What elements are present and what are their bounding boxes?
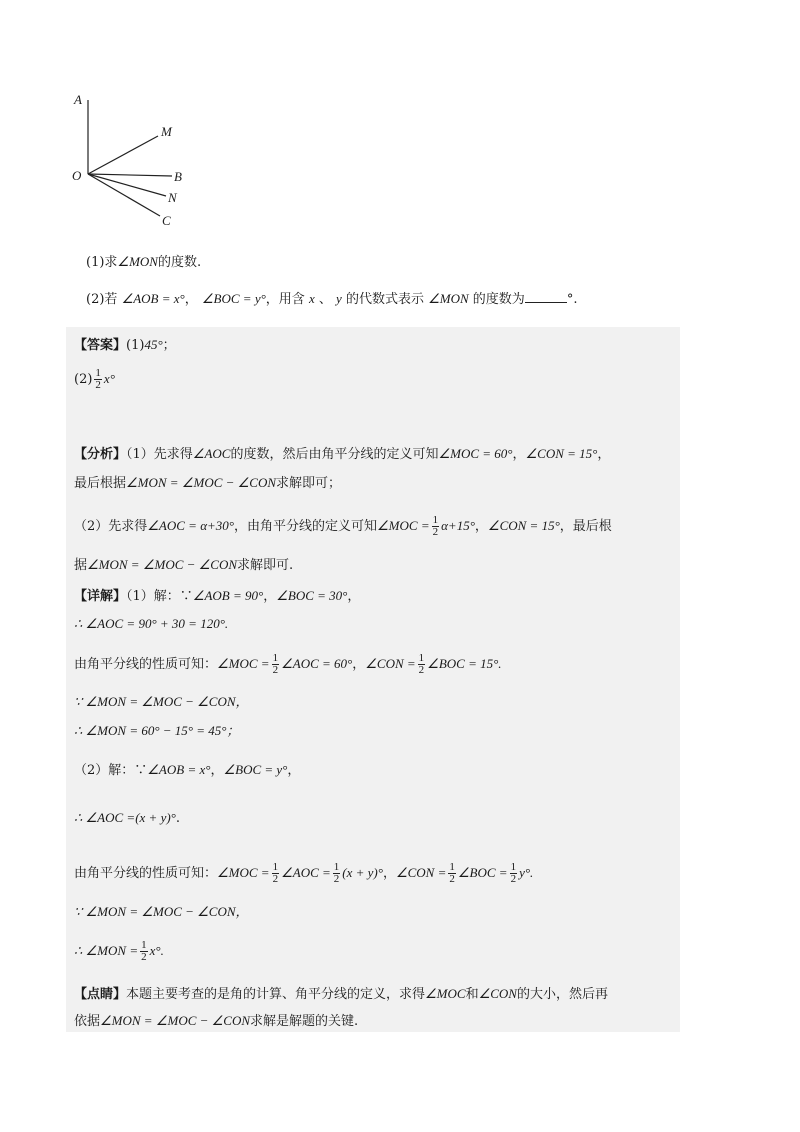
detail-line-7 — [74, 808, 180, 829]
analysis-tag: 【分析】 — [74, 447, 127, 462]
detail-tag: 【详解】 — [74, 589, 127, 604]
a1-prefix: (1) — [126, 338, 145, 353]
c2-text: 依据 — [74, 1014, 101, 1029]
d6-text: （2）解：∵ — [74, 763, 148, 778]
detail-line-5 — [74, 721, 239, 742]
an-l2-end: 求解即可； — [276, 476, 342, 491]
detail-line-1 — [74, 586, 360, 607]
d8-n1: 1 — [272, 861, 279, 873]
d8-d1: 2 — [272, 873, 279, 885]
c2-end: 求解是解题的关键. — [250, 1014, 359, 1029]
an-l3-den: 2 — [432, 526, 439, 538]
d3-text: 由角平分线的性质可知： — [74, 657, 218, 672]
d1-text: （1）解：∵ — [126, 589, 193, 604]
an-l3-con: ∠CON = 15° — [487, 518, 560, 533]
d8-aoc: ∠AOC = — [281, 865, 331, 880]
an-l2-text: 最后根据 — [74, 476, 127, 491]
a2-num: 1 — [95, 367, 101, 379]
a2-den: 2 — [95, 379, 101, 391]
comment-line-2 — [74, 1011, 358, 1032]
d10-end: x°. — [149, 943, 164, 958]
d8-text: 由角平分线的性质可知： — [74, 866, 218, 881]
q2-aob: ∠AOB = x° — [121, 291, 185, 306]
label-c: C — [162, 213, 171, 228]
label-b: B — [174, 169, 182, 184]
q2-dun: 、 — [318, 292, 332, 307]
c2-eq: ∠MON = ∠MOC − ∠CON — [100, 1013, 251, 1028]
d8-sep: ， — [382, 866, 396, 881]
angle-figure — [62, 92, 202, 237]
an-l1-end: ， — [597, 447, 611, 462]
a2-fraction — [94, 368, 102, 391]
analysis-line-4 — [74, 555, 293, 576]
an-l3-moc-pre: ∠MOC = — [377, 518, 430, 533]
answer-line-1 — [74, 335, 176, 356]
c1-text: 本题主要考查的是角的计算、角平分线的定义，求得 — [126, 987, 426, 1002]
detail-line-6 — [74, 760, 300, 781]
ray-on — [88, 174, 166, 196]
detail-line-8 — [74, 862, 533, 885]
label-n: N — [168, 190, 177, 205]
d8-fraction-3 — [448, 862, 456, 885]
q2-x: x — [308, 291, 315, 306]
d8-n4: 1 — [510, 861, 517, 873]
label-m: M — [161, 124, 172, 139]
analysis-line-2 — [74, 473, 341, 494]
d8-n2: 1 — [333, 861, 340, 873]
an-l1-aoc: ∠AOC — [192, 446, 231, 461]
an-l4-end: 求解即可. — [237, 558, 294, 573]
an-l3-text2: ，由角平分线的定义可知 — [234, 519, 378, 534]
q1-angle: ∠MON — [117, 254, 158, 269]
d3-aoc: ∠AOC = 60° — [281, 656, 353, 671]
d6-sep: ， — [210, 763, 224, 778]
question-2 — [86, 289, 577, 310]
c1-and: 和 — [465, 987, 479, 1002]
comment-tag: 【点睛】 — [74, 987, 127, 1002]
d8-d3: 2 — [449, 873, 455, 885]
d8-y: y°. — [519, 865, 534, 880]
detail-line-2 — [74, 614, 228, 635]
d10-fraction — [140, 940, 148, 963]
d1-end: ， — [347, 589, 361, 604]
an-l1-moc: ∠MOC = 60° — [438, 446, 513, 461]
d1-sep: ， — [263, 589, 277, 604]
d3-num2: 1 — [418, 652, 425, 664]
d6-boc: ∠BOC = y° — [223, 762, 288, 777]
c1-end: 的大小，然后再 — [516, 987, 608, 1002]
d8-n3: 1 — [449, 861, 455, 873]
ray-ob — [88, 174, 172, 176]
d8-fraction-2 — [333, 862, 341, 885]
ray-om — [88, 136, 158, 174]
d6-aob: ∠AOB = x° — [147, 762, 211, 777]
an-l2-eq: ∠MON = ∠MOC − ∠CON — [126, 475, 277, 490]
an-l1-con: ∠CON = 15° — [525, 446, 598, 461]
q2-y: y — [336, 291, 342, 306]
d3-sep: ， — [352, 657, 366, 672]
q2-end: °. — [566, 292, 578, 307]
d3-con: ∠CON = — [365, 656, 416, 671]
question-1 — [86, 252, 201, 273]
ray-oc — [88, 174, 160, 216]
q2-text2: 的代数式表示 — [345, 292, 424, 307]
d5: ∴ ∠MON = 60° − 15° = 45°； — [74, 723, 240, 738]
d9: ∵ ∠MON = ∠MOC − ∠CON， — [74, 904, 249, 919]
q2-text3: 的度数为 — [472, 292, 525, 307]
d8-xy: (x + y)° — [342, 865, 383, 880]
an-l3-fraction — [432, 515, 440, 538]
d10-num: 1 — [141, 939, 147, 951]
an-l3-aoc: ∠AOC = α+30° — [147, 518, 235, 533]
q2-comma: ， — [184, 292, 198, 307]
d8-fraction-4 — [510, 862, 518, 885]
a1-value: 45° — [144, 337, 163, 352]
d7-expr: (x + y)° — [135, 810, 176, 825]
q1-prefix: (1)求 — [86, 255, 118, 270]
d8-d4: 2 — [510, 873, 517, 885]
d1-aob: ∠AOB = 90° — [192, 588, 264, 603]
answer-blank — [525, 290, 567, 303]
c1-con: ∠CON — [478, 986, 517, 1001]
comment-line-1 — [74, 984, 608, 1005]
an-l3-text: （2）先求得 — [74, 519, 148, 534]
solution-panel — [66, 327, 680, 1032]
an-l3-num: 1 — [432, 514, 439, 526]
an-l1-text2: 的度数，然后由角平分线的定义可知 — [230, 447, 439, 462]
d6-end: ， — [287, 763, 301, 778]
d8-boc: ∠BOC = — [457, 865, 508, 880]
analysis-line-1 — [74, 444, 610, 465]
d4: ∵ ∠MON = ∠MOC − ∠CON， — [74, 694, 249, 709]
q2-prefix: (2)若 — [86, 292, 118, 307]
d8-moc: ∠MOC = — [217, 865, 270, 880]
detail-line-3 — [74, 653, 502, 676]
d8-d2: 2 — [333, 873, 340, 885]
d8-con: ∠CON = — [395, 865, 447, 880]
detail-line-9 — [74, 902, 249, 923]
an-l3-sep: ， — [474, 519, 488, 534]
a1-end: ； — [162, 338, 176, 353]
q2-boc: ∠BOC = y° — [201, 291, 266, 306]
d3-den2: 2 — [418, 664, 425, 676]
answer-line-2 — [74, 368, 115, 391]
d10-text: ∴ ∠MON = — [74, 943, 139, 958]
q1-suffix: 的度数. — [157, 255, 202, 270]
d3-fraction-1 — [272, 653, 280, 676]
d3-fraction-2 — [418, 653, 426, 676]
detail-line-4 — [74, 692, 249, 713]
an-l1-text: （1）先求得 — [126, 447, 193, 462]
an-l3-end: ，最后根 — [559, 519, 612, 534]
d1-boc: ∠BOC = 30° — [276, 588, 348, 603]
d3-den1: 2 — [272, 664, 279, 676]
c1-moc: ∠MOC — [425, 986, 466, 1001]
answer-tag: 【答案】 — [74, 338, 127, 353]
q2-mon: ∠MON — [428, 291, 469, 306]
d7-end: . — [175, 811, 181, 826]
an-l3-moc-post: α+15° — [441, 518, 475, 533]
d3-boc: ∠BOC = 15°. — [427, 656, 502, 671]
d8-fraction-1 — [272, 862, 280, 885]
analysis-line-3 — [74, 515, 612, 538]
an-l4-text: 据 — [74, 558, 88, 573]
a2-var: x° — [103, 371, 115, 386]
q2-mid: ，用含 — [265, 292, 305, 307]
label-a: A — [74, 92, 82, 107]
a2-prefix: (2) — [74, 372, 93, 387]
d10-den: 2 — [141, 951, 147, 963]
an-l4-eq: ∠MON = ∠MOC − ∠CON — [87, 557, 238, 572]
d7-text: ∴ ∠AOC = — [74, 810, 136, 825]
d2: ∴ ∠AOC = 90° + 30 = 120°. — [74, 616, 229, 631]
detail-line-10 — [74, 940, 164, 963]
d3-num1: 1 — [272, 652, 279, 664]
label-o: O — [72, 168, 82, 183]
an-l1-sep: ， — [512, 447, 526, 462]
d3-moc: ∠MOC = — [217, 656, 270, 671]
